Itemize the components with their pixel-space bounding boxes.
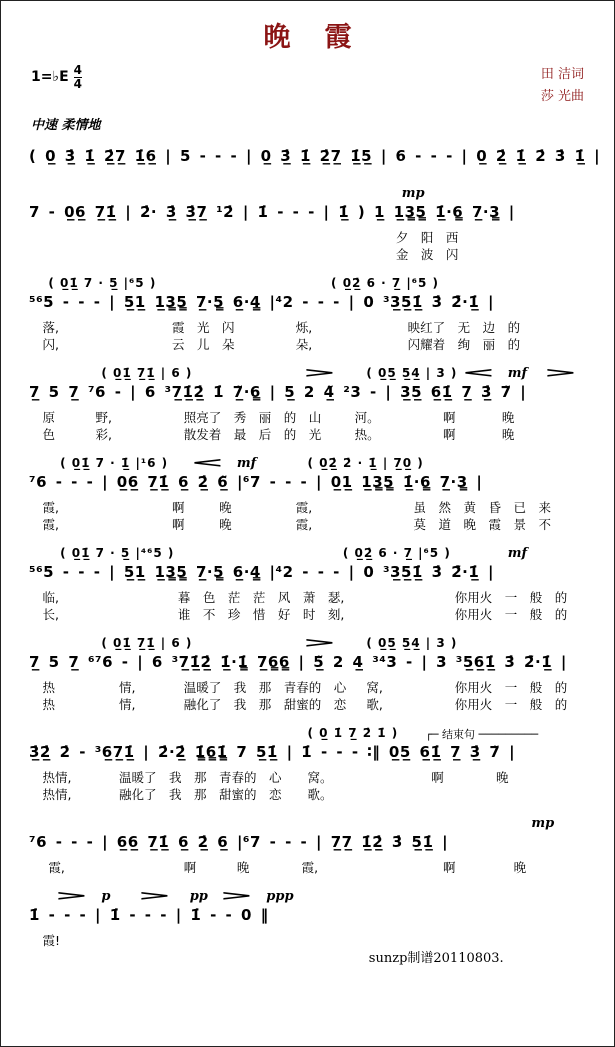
lyric-segment: 热情, — [42, 787, 72, 803]
lyric-line — [13, 588, 602, 605]
lyric-segment: 野, — [95, 410, 112, 426]
cue-notes: ( 0̲1̲̇ 7 · 5̲ |⁴⁶5 ) — [60, 546, 175, 561]
annotation-row — [13, 726, 602, 743]
dynamic-mark: mf — [507, 546, 528, 562]
annotation-row — [13, 546, 602, 563]
lyric-segment: 啊 — [431, 770, 444, 786]
music-system — [13, 186, 602, 262]
lyric-segment: 啊 — [172, 517, 185, 533]
lyric-segment: 情, — [119, 680, 136, 696]
lyric-line — [13, 678, 602, 695]
cue-notes: ( 0̲1̲̇ 7 · 5̲ |⁶5 ) — [48, 276, 157, 291]
lyric-segment: 晚 — [513, 860, 527, 876]
lyric-segment: 热。 — [354, 427, 380, 443]
lyric-segment: 莫 道 晚 霞 景 不 — [413, 517, 552, 533]
music-system — [13, 816, 602, 875]
lyric-segment: 照亮了 秀 丽 的 山 — [183, 410, 322, 426]
lyric-segment: 窝, — [366, 680, 383, 696]
lyric-segment: 落, — [42, 320, 59, 336]
lyric-segment: 晚 — [501, 427, 515, 443]
lyric-segment: 河。 — [354, 410, 380, 426]
dynamic-mark: mf — [236, 456, 257, 472]
credits — [541, 64, 584, 108]
music-line: 3̲̇2̲̇ 2̇ - ³6̲7̲1̲̇ | 2̇·2̲̇ 1̳̇6̳1̳̇ 7 5̲1̲̇ | 1̇ - - - ∶‖ 0̲5̲ 6̲1̲̇ 7̲ 3̲̇ 7̃ | — [29, 743, 516, 762]
cue-notes: ( 0̲2̲̇ 6 · 7̲ |⁶5 ) — [331, 276, 440, 291]
cue-notes: ( 0̲1̲̇ 7 · 1̲̇ |¹6 ) — [60, 456, 169, 471]
lyric-segment: 你用火 一 般 的 — [454, 680, 568, 696]
lyric-segment: 临, — [42, 590, 59, 606]
lyric-segment: 啊 — [183, 860, 197, 876]
music-system — [13, 546, 602, 622]
lyric-segment: 云 儿 朵 — [172, 337, 235, 353]
music-line: ( 0̲ 3̲̇ 1̲̇ 2̲̇7̲ 1̲̇6̲ | 5 - - - | 0̲ 3̲̇ 1̲̇ 2̲̇7̲ 1̲̇5̲ | 6 - - - | 0̲ 2̲̇ 1̲̇ 2̇ 3̇ 1̲̇ | — [29, 147, 601, 166]
lyric-segment: 晚 — [495, 770, 509, 786]
lyric-segment: 虽 然 黄 昏 已 来 — [413, 500, 552, 516]
lyric-line — [13, 425, 602, 442]
hairpin-mark: > — [301, 366, 337, 382]
lyric-segment: 长, — [42, 607, 59, 623]
ending-bracket: ┌─ 结束句 ───────── — [425, 728, 539, 742]
hairpin-mark: > — [54, 889, 90, 905]
lyric-segment: 霞! — [42, 933, 60, 949]
music-system — [13, 456, 602, 532]
hairpin-mark: < — [460, 366, 496, 382]
dynamic-mark: pp — [189, 889, 208, 905]
lyric-line — [13, 498, 602, 515]
music-line: 7̲ 5 7̲ ⁷6 - | 6 ³7̲1̲̇2̲̇ 1̇ 7̲̃·6̳ | 5̲ 2 4̲̃ ²3 - | 3̲5̲ 6̲1̲̇ 7̲ 3̲̇ 7̃ | — [29, 383, 527, 402]
lyric-segment: 霞, — [42, 517, 59, 533]
music-line: ⁷6 - - - | 6̲6̲ 7̲1̲̇ 6̲ 2̲̇ 6̲ |⁶7 - - - | 7̲7̲ 1̲̇2̲̇ 3̇ 5̲1̲̇ | — [29, 833, 449, 852]
lyric-line — [13, 858, 602, 875]
lyric-segment: 晚 — [236, 860, 250, 876]
lyric-line — [13, 785, 602, 802]
time-signature — [74, 64, 82, 90]
lyric-segment: 热情, — [42, 770, 72, 786]
music-line: ⁵⁶5 - - - | 5̲1̲ 1̲3̳5̳ 7̲·5̳ 6̲·4̳ |⁴2 - - - | 0 ³3̲5̲1̲̇ 3̇ 2̇̃·1̲̇ | — [29, 563, 495, 582]
score — [1, 147, 614, 948]
lyric-segment: 晚 — [219, 500, 232, 516]
cue-notes: ( 0̲5̲ 5̲4̲ | 3 ) — [366, 366, 458, 381]
music-line: ⁷6 - - - | 0̲6̲ 7̲1̲̇ 6̲ 2̲̇ 6̲̃ |⁶7 - - - | 0̲1̲ 1̲3̳5̳ 1̲̇·6̳ 7̲·3̳ | — [29, 473, 483, 492]
hairpin-mark: > — [136, 889, 172, 905]
annotation-row — [13, 889, 602, 906]
music-system — [13, 889, 602, 948]
lyric-segment: 暮 色 茫 茫 风 萧 瑟, — [177, 590, 345, 606]
dynamic-mark: mp — [401, 186, 425, 202]
cue-notes: ( 0̲2̲̇ 6 · 7̲ |⁶5 ) — [342, 546, 451, 561]
lyric-segment: 你用火 一 般 的 — [454, 590, 568, 606]
footer-credit: sunzp制谱20110803. — [368, 951, 504, 967]
lyric-segment: 啊 — [172, 500, 185, 516]
lyric-segment: 融化了 我 那 甜蜜的 恋 — [183, 697, 347, 713]
lyric-segment: 热 — [42, 680, 55, 696]
music-system — [13, 636, 602, 712]
lyric-segment: 散发着 最 后 的 光 — [183, 427, 322, 443]
lyric-line — [13, 245, 602, 262]
lyric-segment: 歌。 — [307, 787, 333, 803]
annotation-row — [13, 186, 602, 203]
annotation-row — [13, 276, 602, 293]
music-system — [13, 726, 602, 802]
lyric-segment: 谁 不 珍 惜 好 时 刻, — [177, 607, 345, 623]
music-system — [13, 276, 602, 352]
lyric-segment: 霞, — [42, 500, 59, 516]
lyric-segment: 晚 — [501, 410, 515, 426]
song-title: 晚霞 — [263, 22, 386, 53]
annotation-row — [13, 636, 602, 653]
lyric-segment: 色 — [42, 427, 55, 443]
lyric-segment: 啊 — [442, 410, 456, 426]
music-line: 1̇ - - - | 1̇ - - - | 1̇ - - 0 ‖ — [29, 906, 269, 925]
lyric-line — [13, 695, 602, 712]
lyric-segment: 霞 光 闪 — [172, 320, 235, 336]
dynamic-mark: mp — [531, 816, 555, 832]
lyric-segment: 歌, — [366, 697, 383, 713]
lyric-line — [13, 335, 602, 352]
music-line: 7̲ 5 7̲ ⁶⁷6 - | 6 ³7̲1̲̇2̲̇ 1̲̇·1̳̇ 7̲6̳6̳ | 5̲̃ 2 4̲ ³⁴3 - | 3 ³5̲6̲1̲̇ 3̇ 2̇̃·1̲̇ | — [29, 653, 567, 672]
lyric-segment: 你用火 一 般 的 — [454, 607, 568, 623]
cue-notes: ( 0̲5̲ 5̲4̲ | 3 ) — [366, 636, 458, 651]
cue-notes: ( 0̲ 1̇ 7̲ 2̇ 1̇ ) — [307, 726, 399, 741]
dynamic-mark: p — [101, 889, 111, 905]
footer-row — [1, 947, 614, 965]
music-system — [13, 366, 602, 442]
annotation-row — [13, 456, 602, 473]
lyric-segment: 温暖了 我 那 青春的 心 — [119, 770, 282, 786]
lyric-segment: 热 — [42, 697, 55, 713]
lyric-segment: 原 — [42, 410, 55, 426]
annotation-row — [13, 366, 602, 383]
annotation-row — [13, 816, 602, 833]
dynamic-mark: mf — [507, 366, 528, 382]
music-system — [13, 147, 602, 172]
lyric-line — [13, 605, 602, 622]
lyric-segment: 闪耀着 绚 丽 的 — [407, 337, 521, 353]
lyric-segment: 啊 — [442, 860, 456, 876]
hairpin-mark: > — [301, 636, 337, 652]
time-signature-numerator: 4 — [73, 63, 82, 77]
lyric-segment: 情, — [119, 697, 136, 713]
lyric-segment: 啊 — [442, 427, 456, 443]
cue-notes: ( 0̲1̲̇ 7̲1̲̇ | 6 ) — [101, 366, 193, 381]
cue-notes: ( 0̲1̲̇ 7̲1̲̇ | 6 ) — [101, 636, 193, 651]
music-line: 7 - 0̲6̲ 7̲1̲̇ | 2̇· 3̲̇ 3̲̇7̲ ¹2̇ | 1̇ - - - | 1̲̇ ) 1̲ 1̲3̳5̳ 1̲̇·6̳ 7̲·3̳ | — [29, 203, 515, 222]
lyric-line — [13, 228, 602, 245]
hairpin-mark: > — [543, 366, 578, 382]
lyric-line — [13, 318, 602, 335]
hairpin-mark: < — [189, 456, 225, 472]
lyric-line — [13, 515, 602, 532]
lyric-segment: 霞, — [301, 860, 319, 876]
composer-credit: 莎 光曲 — [540, 89, 584, 105]
lyric-line — [13, 931, 602, 948]
lyric-segment: 夕 阳 西 — [395, 230, 459, 246]
key-time-signature — [31, 64, 82, 90]
hairpin-mark: > — [219, 889, 255, 905]
lyric-segment: 金 波 闪 — [395, 247, 459, 263]
lyric-segment: 窝。 — [307, 770, 333, 786]
lyric-line — [13, 408, 602, 425]
lyricist-credit: 田 洁词 — [540, 67, 584, 82]
lyric-segment: 闪, — [42, 337, 59, 353]
music-line: ⁵⁶5 - - - | 5̲1̲ 1̲3̳5̳ 7̲·5̳ 6̲·4̳ |⁴2 - - - | 0 ³3̲5̲1̲̇ 3̇ 2̇̃·1̲̇ | — [29, 293, 495, 312]
lyric-segment: 烁, — [295, 320, 313, 336]
lyric-segment: 映红了 无 边 的 — [407, 320, 521, 336]
lyric-segment: 彩, — [95, 427, 112, 443]
lyric-segment: 霞, — [295, 500, 313, 516]
key-signature: 1=♭E — [31, 69, 69, 86]
lyric-segment: 朵, — [295, 337, 313, 353]
time-signature-denominator: 4 — [73, 76, 82, 91]
lyric-segment: 融化了 我 那 甜蜜的 恋 — [119, 787, 282, 803]
lyric-segment: 霞, — [295, 517, 313, 533]
lyric-segment: 你用火 一 般 的 — [454, 697, 568, 713]
lyric-segment: 霞, — [48, 860, 65, 876]
lyric-segment: 晚 — [219, 517, 232, 533]
tempo-marking: 中速 柔情地 — [31, 118, 101, 134]
meta-row — [1, 54, 614, 108]
cue-notes: ( 0̲2̲̇ 2̇ · 1̲̇ | 7̲0̲ ) — [307, 456, 424, 471]
lyric-line — [13, 768, 602, 785]
dynamic-mark: ppp — [266, 889, 294, 905]
lyric-segment: 温暖了 我 那 青春的 心 — [183, 680, 347, 696]
